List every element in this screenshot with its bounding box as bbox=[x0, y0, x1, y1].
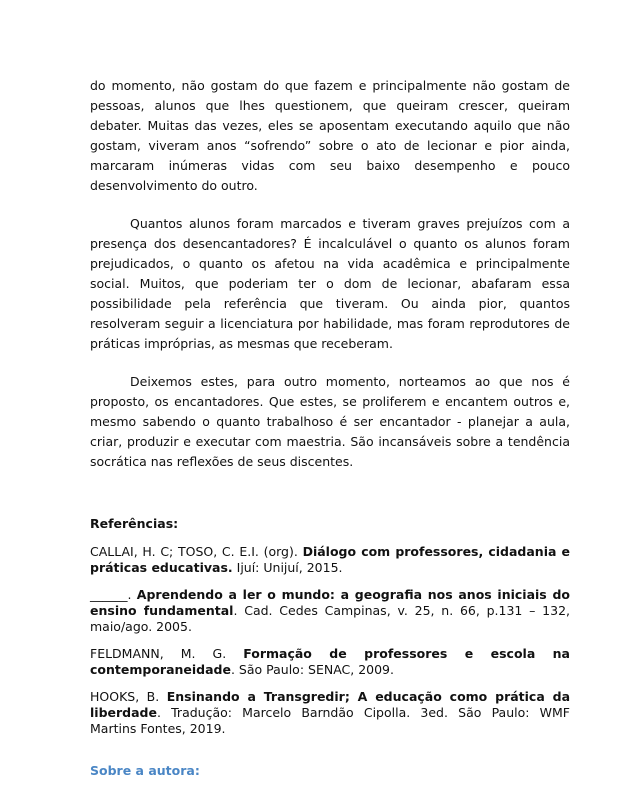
reference-item-3 bbox=[90, 646, 570, 678]
reference-author: HOOKS, B. bbox=[90, 689, 167, 704]
reference-details: . Tradução: Marcelo Barndão Cipolla. 3ed. São Paulo: WMF Martins Fontes, 2019. bbox=[90, 705, 570, 736]
document-page bbox=[90, 76, 570, 779]
reference-author: CALLAI, H. C; TOSO, C. E.I. (org). bbox=[90, 544, 303, 559]
reference-title: Ensinando a Transgredir; A educação como prática da liberdade bbox=[90, 689, 571, 720]
reference-item-4 bbox=[90, 689, 570, 737]
reference-details: . Cad. Cedes Campinas, v. 25, n. 66, p.131 – 132, maio/ago. 2005. bbox=[90, 603, 570, 634]
references-heading: Referências: bbox=[90, 516, 179, 531]
reference-details: Ijuí: Unijuí, 2015. bbox=[232, 560, 343, 575]
section-spacer bbox=[90, 490, 570, 516]
reference-details: . São Paulo: SENAC, 2009. bbox=[230, 662, 394, 677]
body-paragraph-2: Quantos alunos foram marcados e tiveram graves prejuízos com a presença dos desencantadores? É incalculável o quanto os alunos foram prejudicados, o quanto os afetou na vida acadêmica e principalmente social. Muitos, que poderiam ter o dom de lecionar, abafaram essa possibilidade pela referência que tiveram. Ou ainda pior, quantos resolveram seguir a licenciatura por habilidade, mas foram reprodutores de práticas impróprias, as mesmas que receberam. bbox=[90, 216, 570, 351]
reference-item-2 bbox=[90, 587, 570, 635]
body-paragraph-3: Deixemos estes, para outro momento, norteamos ao que nos é proposto, os encantadores. Que estes, se proliferem e encantem outros e, mesmo sabendo o quanto trabalhoso é ser encantador - planejar a aula, criar, produzir e executar com maestria. São incansáveis sobre a tendência socrática nas reflexões de seus discentes. bbox=[90, 374, 570, 469]
reference-title: Diálogo com professores, cidadania e práticas educativas. bbox=[90, 544, 570, 575]
reference-author: FELDMANN, M. G. bbox=[90, 646, 244, 661]
reference-item-1 bbox=[90, 544, 570, 576]
reference-author: ______. bbox=[90, 587, 137, 602]
body-paragraph-1: do momento, não gostam do que fazem e principalmente não gostam de pessoas, alunos que lhes questionem, que queiram crescer, queiram debater. Muitas das vezes, eles se aposentam executando aquilo que não gostam, viveram anos “sofrendo” sobre o ato de lecionar e pior ainda, marcaram inúmeras vidas com seu baixo desempenho e pouco desenvolvimento do outro. bbox=[90, 78, 570, 193]
about-author-heading: Sobre a autora: bbox=[90, 763, 200, 778]
reference-title: Aprendendo a ler o mundo: a geografia nos anos iniciais do ensino fundamental bbox=[90, 587, 570, 618]
reference-title: Formação de professores e escola na contemporaneidade bbox=[90, 646, 570, 677]
